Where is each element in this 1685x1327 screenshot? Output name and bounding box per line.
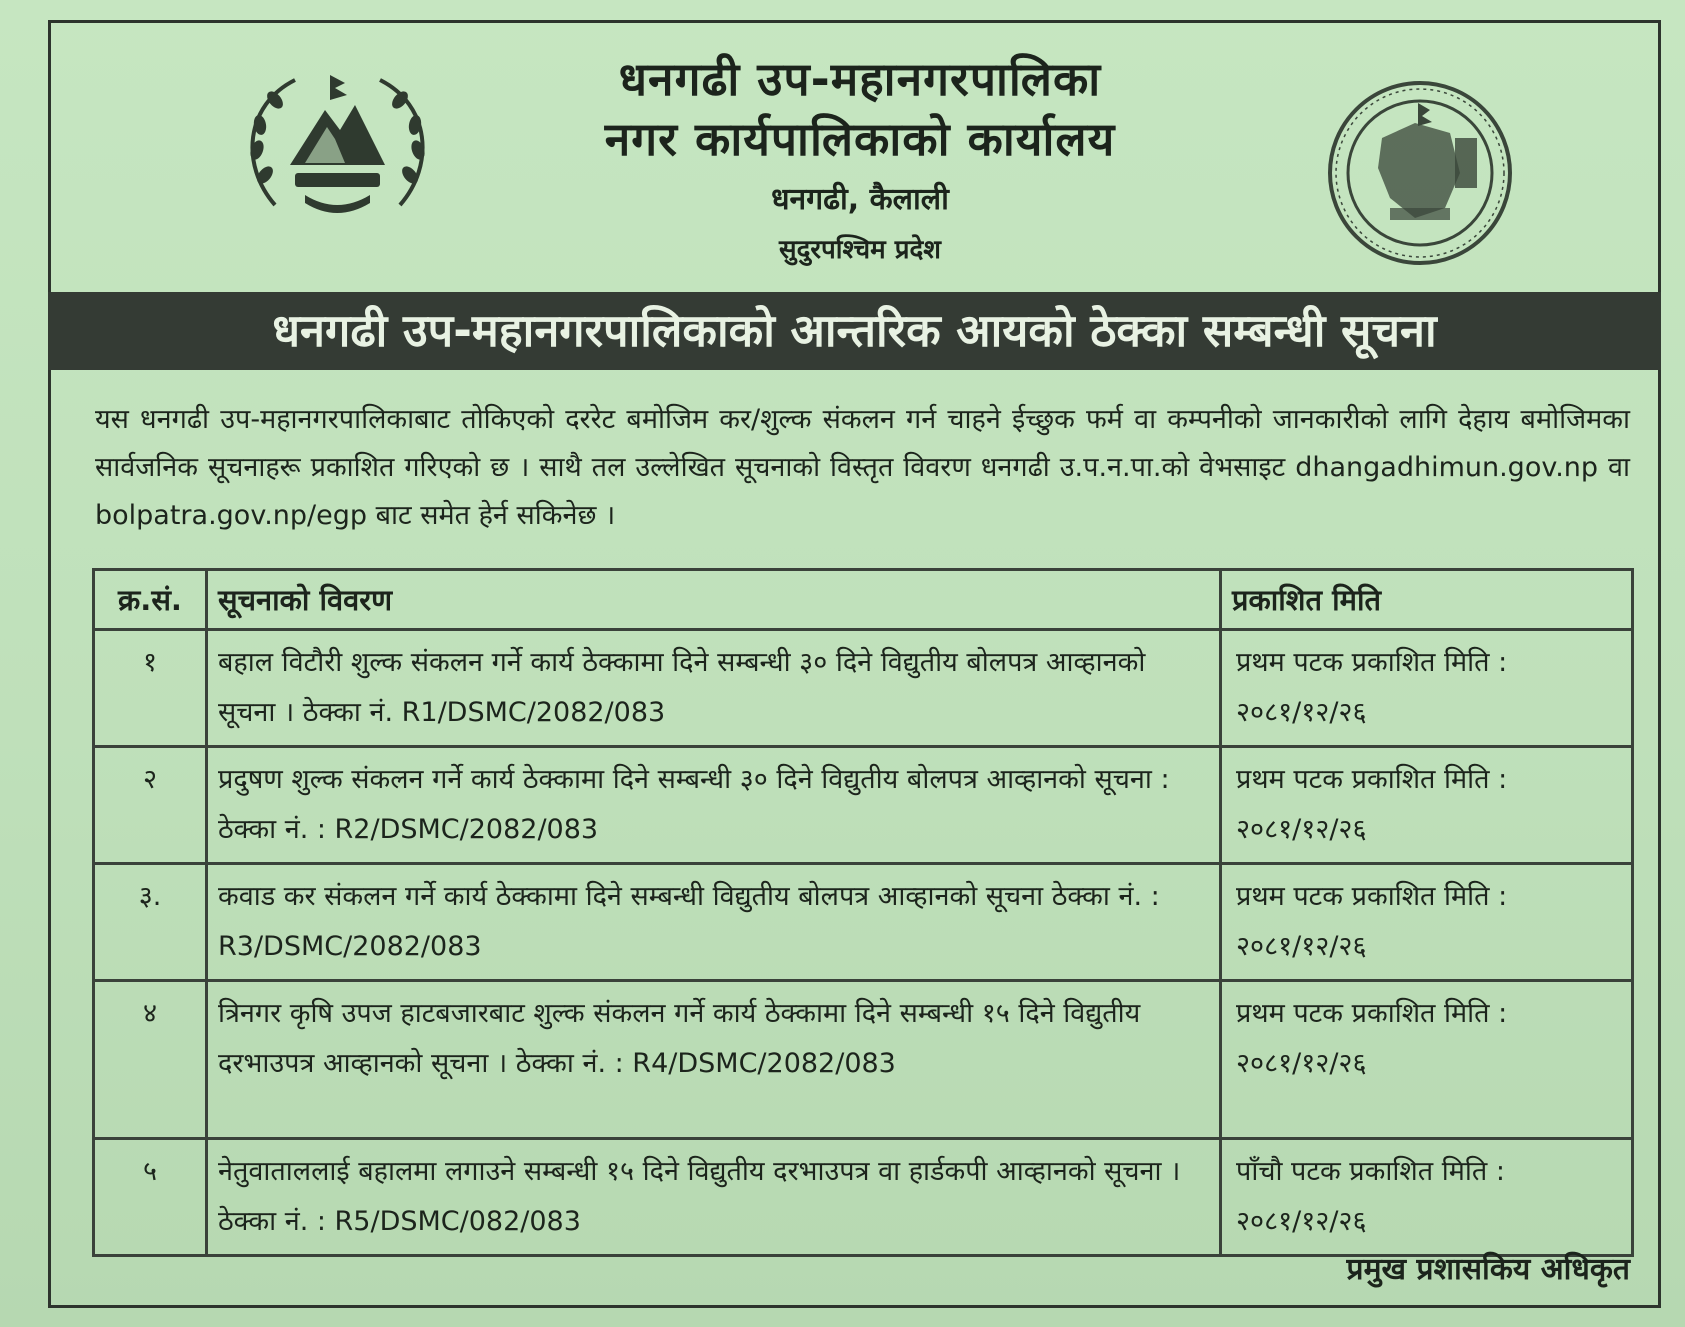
published-label: प्रथम पटक प्रकाशित मिति : — [1236, 998, 1508, 1029]
table-row — [94, 630, 1633, 747]
intro-text: यस धनगढी उप-महानगरपालिकाबाट तोकिएको दररेट बमोजिम कर/शुल्क संकलन गर्न चाहने ईच्छुक फर्म वा कम्पनीको जानकारीको लागि देहाय बमोजिमका सार्वजनिक सूचनाहरू प्रकाशित गरिएको छ । साथै तल उल्लेखित सूचनाको विस्तृत विवरण धनगढी उ.प.न.पा.को वेभसाइट dhangadhimun.gov.np वा bolpatra.gov.np/egp बाट समेत हेर्न सकिनेछ । — [95, 404, 1630, 531]
row-serial: २ — [94, 747, 207, 864]
row-description: त्रिनगर कृषि उपज हाटबजारबाट शुल्क संकलन गर्ने कार्य ठेक्कामा दिने सम्बन्धी १५ दिने विद्युतीय दरभाउपत्र आव्हानको सूचना । ठेक्का नं. : R4/DSMC/2082/083 — [207, 981, 1221, 1139]
signatory-title: प्रमुख प्रशासकिय अधिकृत — [1346, 1252, 1630, 1287]
table-row — [94, 747, 1633, 864]
row-description: प्रदुषण शुल्क संकलन गर्ने कार्य ठेक्कामा दिने सम्बन्धी ३० दिने विद्युतीय बोलपत्र आव्हानको सूचना : ठेक्का नं. : R2/DSMC/2082/083 — [207, 747, 1221, 864]
row-serial: ४ — [94, 981, 207, 1139]
row-published — [1221, 630, 1633, 747]
municipality-name: धनगढी उप-महानगरपालिका — [618, 52, 1102, 106]
notice-table — [92, 568, 1634, 1257]
published-label: प्रथम पटक प्रकाशित मिति : — [1236, 881, 1508, 912]
table-row — [94, 1139, 1633, 1256]
table-header-row — [94, 570, 1633, 630]
published-label: पाँचौ पटक प्रकाशित मिति : — [1236, 1156, 1505, 1187]
table-row — [94, 864, 1633, 981]
published-date: २०८१/१२/२६ — [1236, 931, 1367, 962]
office-name: नगर कार्यपालिकाको कार्यालय — [604, 112, 1116, 166]
row-serial: ५ — [94, 1139, 207, 1256]
office-location: धनगढी, कैलाली — [771, 182, 949, 217]
published-label: प्रथम पटक प्रकाशित मिति : — [1236, 647, 1508, 678]
nepal-emblem-icon — [235, 55, 440, 225]
intro-paragraph — [95, 396, 1630, 540]
row-serial: ३. — [94, 864, 207, 981]
header-serial: क्र.सं. — [94, 570, 207, 630]
published-date: २०८१/१२/२६ — [1236, 814, 1367, 845]
municipality-seal-icon — [1320, 78, 1520, 268]
table-row — [94, 981, 1633, 1139]
row-published — [1221, 747, 1633, 864]
header-description: सूचनाको विवरण — [207, 570, 1221, 630]
province-name: सुदुरपश्चिम प्रदेश — [779, 235, 941, 265]
published-label: प्रथम पटक प्रकाशित मिति : — [1236, 764, 1508, 795]
header-published-date: प्रकाशित मिति — [1221, 570, 1633, 630]
notice-banner: धनगढी उप-महानगरपालिकाको आन्तरिक आयको ठेक्का सम्बन्धी सूचना — [48, 292, 1661, 370]
row-serial: १ — [94, 630, 207, 747]
row-published — [1221, 981, 1633, 1139]
published-date: २०८१/१२/२६ — [1236, 697, 1367, 728]
published-date: २०८१/१२/२६ — [1236, 1206, 1367, 1237]
header-titles — [470, 50, 1250, 270]
row-description: बहाल विटौरी शुल्क संकलन गर्ने कार्य ठेक्कामा दिने सम्बन्धी ३० दिने विद्युतीय बोलपत्र आव्हानको सूचना । ठेक्का नं. R1/DSMC/2082/083 — [207, 630, 1221, 747]
row-published — [1221, 1139, 1633, 1256]
row-description: कवाड कर संकलन गर्ने कार्य ठेक्कामा दिने सम्बन्धी विद्युतीय बोलपत्र आव्हानको सूचना ठेक्का नं. : R3/DSMC/2082/083 — [207, 864, 1221, 981]
published-date: २०८१/१२/२६ — [1236, 1048, 1367, 1079]
row-published — [1221, 864, 1633, 981]
row-description: नेतुवाताललाई बहालमा लगाउने सम्बन्धी १५ दिने विद्युतीय दरभाउपत्र वा हार्डकपी आव्हानको सूचना । ठेक्का नं. : R5/DSMC/082/083 — [207, 1139, 1221, 1256]
